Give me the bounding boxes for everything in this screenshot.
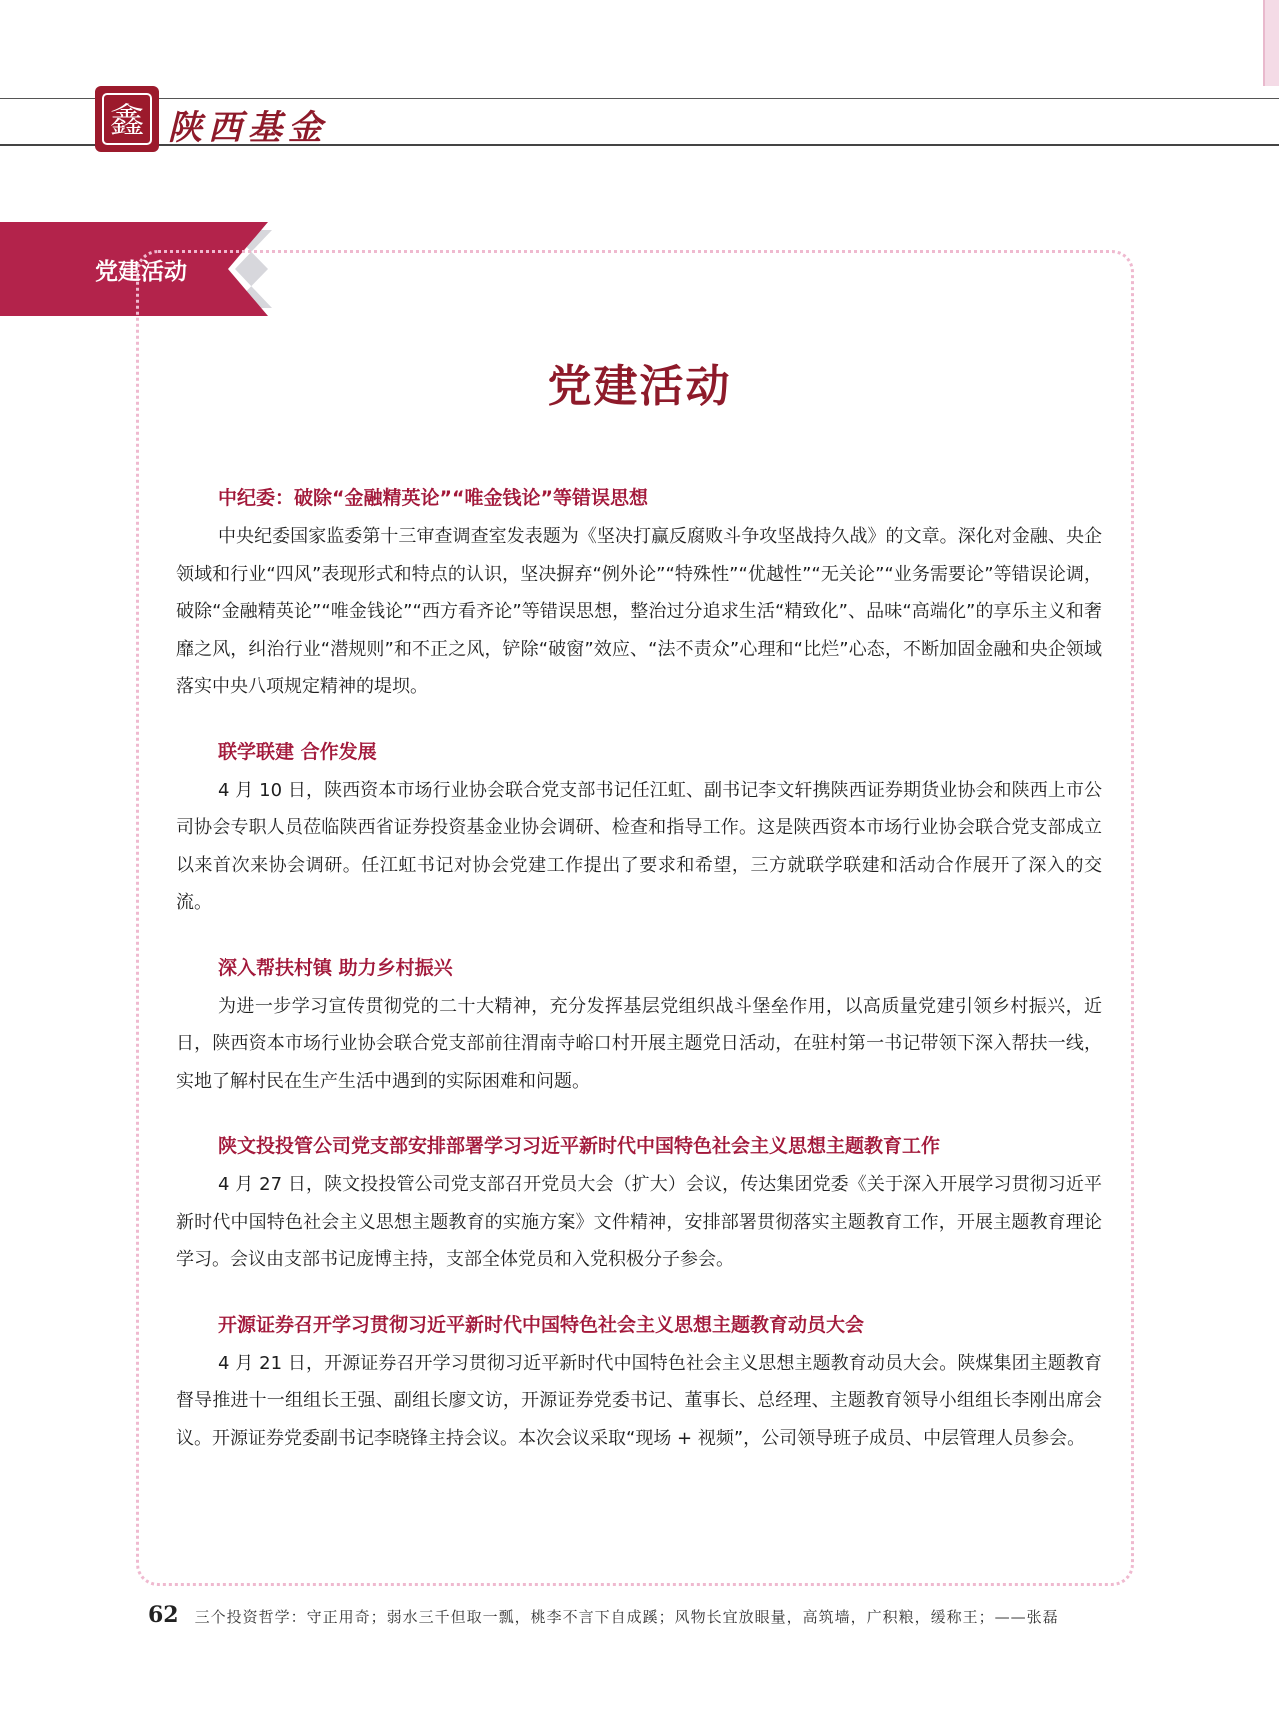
article-body: 为进一步学习宣传贯彻党的二十大精神，充分发挥基层党组织战斗堡垒作用，以高质量党建引领乡村振兴，近日，陕西资本市场行业协会联合党支部前往渭南寺峪口村开展主题党日活动，在驻村第一书记带领下深入帮扶一线，实地了解村民在生产生活中遇到的实际困难和问题。 — [176, 995, 1102, 1092]
page-corner-tab — [1263, 0, 1279, 86]
article-3 — [176, 952, 1102, 1101]
page-number: 62 — [148, 1602, 179, 1628]
article-heading: 陕文投投管公司党支部安排部署学习习近平新时代中国特色社会主义思想主题教育工作 — [218, 1135, 941, 1157]
article-body: 4 月 10 日，陕西资本市场行业协会联合党支部书记任江虹、副书记李文轩携陕西证券期货业协会和陕西上市公司协会专职人员莅临陕西省证券投资基金业协会调研、检查和指导工作。这是陕西资本市场行业协会联合党支部成立以来首次来协会调研。任江虹书记对协会党建工作提出了要求和希望，三方就联学联建和活动合作展开了深入的交流。 — [176, 779, 1102, 913]
logo-char: 鑫 — [110, 101, 144, 141]
article-heading: 联学联建 合作发展 — [218, 740, 377, 763]
article-heading: 中纪委：破除“金融精英论”“唯金钱论”等错误思想 — [218, 487, 648, 509]
article-body: 中央纪委国家监委第十三审查调查室发表题为《坚决打赢反腐败斗争攻坚战持久战》的文章。深化对金融、央企领域和行业“四风”表现形式和特点的认识，坚决摒弃“例外论”“特殊性”“优越性”“无关论”“业务需要论”等错误论调，破除“金融精英论”“唯金钱论”“西方看齐论”等错误思想，整治过分追求生活“精致化”、品味“高端化”的享乐主义和奢靡之风，纠治行业“潜规则”和不正之风，铲除“破窗”效应、“法不责众”心理和“比烂”心态，不断加固金融和央企领域落实中央八项规定精神的堤坝。 — [176, 526, 1102, 697]
brand-logo-icon — [95, 86, 159, 152]
article-body: 4 月 21 日，开源证券召开学习贯彻习近平新时代中国特色社会主义思想主题教育动员大会。陕煤集团主题教育督导推进十一组组长王强、副组长廖文访，开源证券党委书记、董事长、总经理、主题教育领导小组组长李刚出席会议。开源证券党委副书记李晓锋主持会议。本次会议采取“现场 + 视频”，公司领导班子成员、中层管理人员参会。 — [176, 1352, 1102, 1449]
article-heading: 开源证券召开学习贯彻习近平新时代中国特色社会主义思想主题教育动员大会 — [218, 1313, 865, 1336]
article-body: 4 月 27 日，陕文投投管公司党支部召开党员大会（扩大）会议，传达集团党委《关于深入开展学习贯彻习近平新时代中国特色社会主义思想主题教育的实施方案》文件精神，安排部署贯彻落实主题教育工作，开展主题教育理论学习。会议由支部书记庞博主持，支部全体党员和入党积极分子参会。 — [176, 1174, 1102, 1270]
article-1 — [176, 482, 1102, 706]
section-tab-label: 党建活动 — [95, 259, 187, 285]
header-rule-top — [0, 98, 1279, 99]
article-heading: 深入帮扶村镇 助力乡村振兴 — [218, 956, 453, 979]
article-list — [176, 482, 1102, 1457]
masthead-title: 陕西基金 — [168, 108, 328, 148]
article-4 — [176, 1130, 1102, 1279]
article-5 — [176, 1309, 1102, 1458]
footer-quote: 三个投资哲学：守正用奇；弱水三千但取一瓢，桃李不言下自成蹊；风物长宜放眼量，高筑墙，广积粮，缓称王；——张磊 — [194, 1608, 1059, 1626]
brand-seal-icon — [101, 92, 153, 146]
page-title: 党建活动 — [547, 361, 732, 412]
article-2 — [176, 736, 1102, 922]
page-footer — [148, 1602, 1059, 1628]
